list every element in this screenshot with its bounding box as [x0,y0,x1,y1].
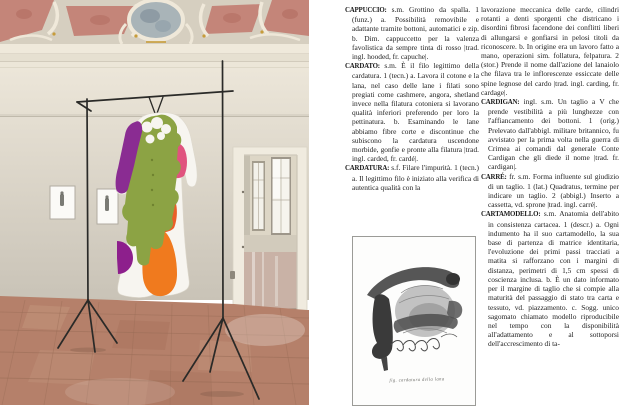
dictionary-right-column [481,5,619,419]
dictionary-left-column [345,5,479,233]
exhibition-photo [0,0,309,405]
entry-headword: CARDATO: [345,63,380,71]
sketch-caption: fig. cardatura della lana [389,376,445,383]
doorway [230,147,307,310]
entry-continuation: lavorazione meccanica delle carde, cilindri rotanti a denti sporgenti che districano i disordini fibrosi facendone dei conflitti liberi di allungarsi e gonfiarsi in pelosi titoli da riconoscere. b. In origine era un lavoro fatto a mano, operazioni sim. follatura, felpatura. 2 (stor.) Prende il nome dall'azione del lanaiolo che filava tra le inflorescenze essiccate delle spine legnose del cardo |trad. ingl. carding, fr. cardage|. [481,5,619,97]
entry-headword: CARRÉ: [481,173,507,181]
carding-sketch [367,267,462,371]
dictionary-entry [345,163,479,192]
entry-body: s.m. Anatomia dell'abito in consistenza cartacea. 1 (descr.) a. Ogni indumento ha il suo cartamodello, la sua base di partenza di matrice identitaria, l'evoluzione dei primi passi tracciati a matita si rafforzano con i margini di distanza, perimetri di 1,5 cm spessi di coscienza inclusa. b. È un dato informato per il margine di taglio che si compie alla maturità del passaggio di stato tra carta e tessuto, vd. piazzamento. c. Sogg. unico sagomato chiamato modello riproducibile nel tempo con la disponibilità all'adattamento e al sottoporsi dell'accrescimento di ta- [488,209,619,349]
entry-headword: CAPPUCCIO: [345,7,387,14]
dictionary-entry [481,209,619,348]
entry-body: fr. s.m. Forma influente sul giudizio di un taglio. 1 (lat.) Quadratus, termine per indicare un taglio. 2 (abbigl.) Inserto a cassetta, vd. sprone |trad. ingl. carré|. [488,171,619,210]
dictionary-entry [481,97,619,172]
entry-body: ingl. s.m. Un taglio a V che prende vestibilità a più lunghezze con l'affiancamento dei bottoni. 1 (orig.) Prelevato dall'abbigl. militare britannico, fu avvistato per la prima volta nella guerra di Crimea ai comandi dal generale Conte Cardigan che gli diede il nome |trad. fr. cardigan|. [488,97,619,172]
entry-body: s.m. È il filo legittimo della cardatura. 1 (tecn.) a. Lavora il cotone e la lana, nel caso delle lane i filati sono pregiati come cashmere, angora, shetland invece nella filatura cotoniera si lavorano qualità inferiori preferendo per loro la pettinatura. b. Esaminando le lane abbiamo fibre corte e discontinue che subiscono la cardatura uscendone morbide, gonfie e pronte alla filatura |trad. ingl. carded, fr. cardé|. [352,61,479,164]
entry-headword: CARTAMODELLO: [481,211,541,219]
entry-headword: CARDIGAN: [481,99,520,107]
sketch-illustration [352,236,476,406]
dictionary-entry [345,61,479,163]
entry-body: s.m. Grottino da spalla. 1 (funz.) a. Possibilità removibile e adattante tramite bottoni, automatici e zip. b. Dim. cappuccetto per la valenza favolistica da sempre tinta di rosso |trad. ingl. hooded, fr. capuche|. [352,5,479,62]
dictionary-entry [345,5,479,61]
dictionary-entry [481,172,619,210]
entry-body: s.f. Filare l'impurità. 1 (tecn.) a. Il legittimo filo è iniziato alla verifica di autentica qualità con la [352,163,479,192]
fresco-ceiling [0,0,309,46]
terracotta-floor [0,296,309,405]
entry-headword: CARDATURA: [345,165,390,173]
